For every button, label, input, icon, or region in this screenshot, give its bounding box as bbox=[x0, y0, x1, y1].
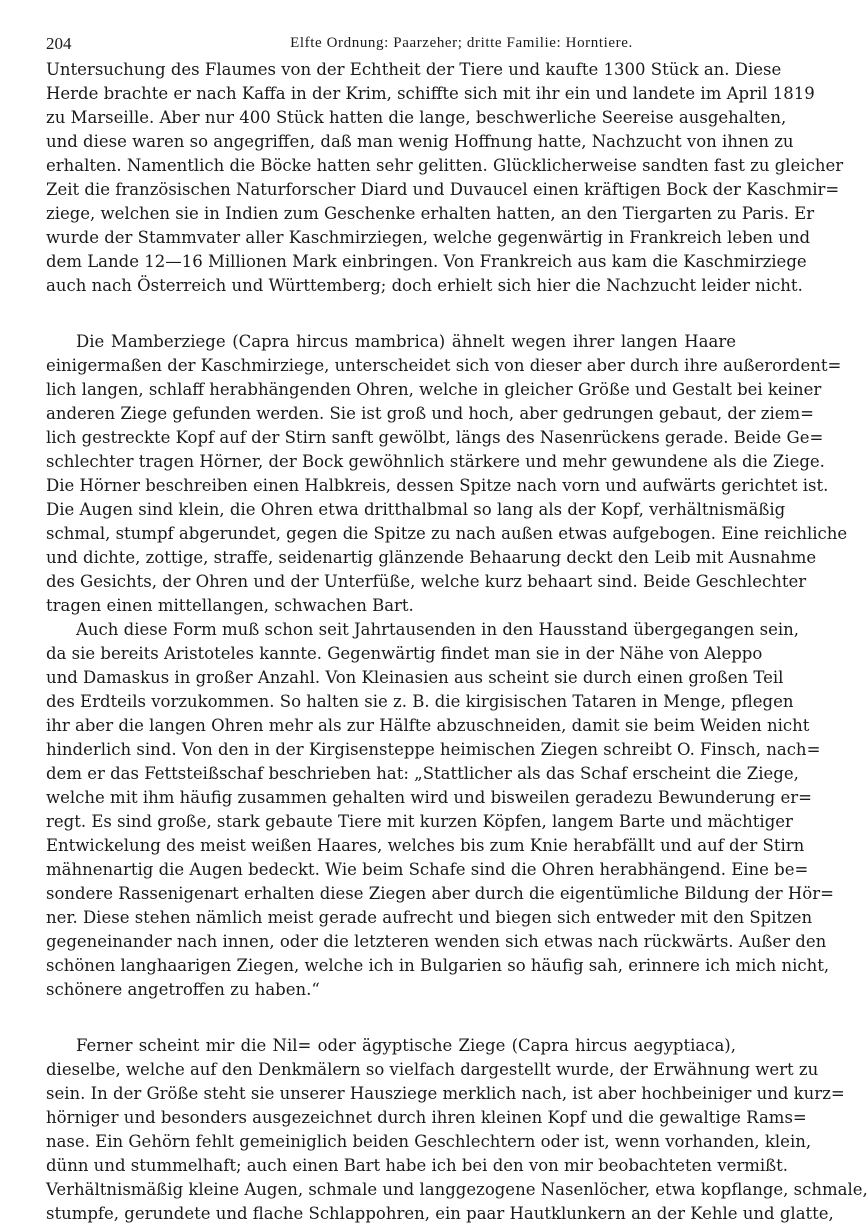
text-line: sein. In der Größe steht sie unserer Hausziege merklich nach, ist aber hochbeiniger und kurz= bbox=[46, 1084, 845, 1103]
text-line: hörniger und besonders ausgezeichnet durch ihren kleinen Kopf und die gewaltige Rams= bbox=[46, 1108, 807, 1127]
text-line: ner. Diese stehen nämlich meist gerade aufrecht und biegen sich entweder mit den Spitzen bbox=[46, 908, 813, 927]
text-line: schmal, stumpf abgerundet, gegen die Spitze zu nach außen etwas aufgebogen. Eine reichliche bbox=[46, 524, 848, 543]
text-line: gegeneinander nach innen, oder die letzteren wenden sich etwas nach rückwärts. Außer den bbox=[46, 932, 827, 951]
paragraph bbox=[46, 1034, 868, 1226]
running-title: Elfte Ordnung: Paarzeher; dritte Familie: Horntiere. bbox=[290, 35, 633, 51]
text-line: des Erdteils vorzukommen. So halten sie z. B. die kirgisischen Tataren in Menge, pflegen bbox=[46, 692, 794, 711]
text-line: des Gesichts, der Ohren und der Unterfüße, welche kurz behaart sind. Beide Geschlechter bbox=[46, 572, 807, 591]
paragraph bbox=[46, 618, 834, 1002]
text-line: Ferner scheint mir die Nil= oder ägyptische Ziege (Capra hircus aegyptiaca), bbox=[76, 1036, 736, 1055]
text-line: Entwickelung des meist weißen Haares, welches bis zum Knie herabfällt und auf der Stirn bbox=[46, 836, 805, 855]
text-line: auch nach Österreich und Württemberg; doch erhielt sich hier die Nachzucht leider nicht. bbox=[46, 276, 803, 295]
text-line: zu Marseille. Aber nur 400 Stück hatten die lange, beschwerliche Seereise ausgehalten, bbox=[46, 108, 787, 127]
text-line: schönere angetroffen zu haben.“ bbox=[46, 980, 320, 999]
text-line: lich langen, schlaff herabhängenden Ohren, welche in gleicher Größe und Gestalt bei keiner bbox=[46, 380, 822, 399]
text-line: schlechter tragen Hörner, der Bock gewöhnlich stärkere und mehr gewundene als die Ziege. bbox=[46, 452, 825, 471]
page-number: 204 bbox=[46, 34, 72, 53]
text-line: Herde brachte er nach Kaffa in der Krim, schiffte sich mit ihr ein und landete im April 1819 bbox=[46, 84, 815, 103]
text-line: Die Mamberziege (Capra hircus mambrica) ähnelt wegen ihrer langen Haare bbox=[76, 332, 736, 351]
text-line: anderen Ziege gefunden werden. Sie ist groß und hoch, aber gedrungen gebaut, der ziem= bbox=[46, 404, 814, 423]
text-line: hinderlich sind. Von den in der Kirgisensteppe heimischen Ziegen schreibt O. Finsch, nach= bbox=[46, 740, 821, 759]
text-line: schönen langhaarigen Ziegen, welche ich in Bulgarien so häufig sah, erinnere ich mich nicht, bbox=[46, 956, 830, 975]
text-line: und Damaskus in großer Anzahl. Von Kleinasien aus scheint sie durch einen großen Teil bbox=[46, 668, 784, 687]
text-line: und dichte, zottige, straffe, seidenartig glänzende Behaarung deckt den Leib mit Ausnahme bbox=[46, 548, 817, 567]
text-line: regt. Es sind große, stark gebaute Tiere mit kurzen Köpfen, langem Barte und mächtiger bbox=[46, 812, 793, 831]
running-head bbox=[46, 34, 727, 56]
text-line: mähnenartig die Augen bedeckt. Wie beim Schafe sind die Ohren herabhängend. Eine be= bbox=[46, 860, 809, 879]
text-line: und diese waren so angegriffen, daß man wenig Hoffnung hatte, Nachzucht von ihnen zu bbox=[46, 132, 794, 151]
paragraph bbox=[46, 58, 844, 298]
text-line: dieselbe, welche auf den Denkmälern so vielfach dargestellt wurde, der Erwähnung wert zu bbox=[46, 1060, 819, 1079]
text-line: dünn und stummelhaft; auch einen Bart habe ich bei den von mir beobachteten vermißt. bbox=[46, 1156, 789, 1175]
text-line: welche mit ihm häufig zusammen gehalten wird und bisweilen geradezu Bewunderung er= bbox=[46, 788, 812, 807]
text-line: lich gestreckte Kopf auf der Stirn sanft gewölbt, längs des Nasenrückens gerade. Beide Ge= bbox=[46, 428, 824, 447]
text-line: wurde der Stammvater aller Kaschmirziegen, welche gegenwärtig in Frankreich leben und bbox=[46, 228, 811, 247]
text-line: Die Augen sind klein, die Ohren etwa dritthalbmal so lang als der Kopf, verhältnismäßig bbox=[46, 500, 786, 519]
text-line: tragen einen mittellangen, schwachen Bart. bbox=[46, 596, 414, 615]
text-line: Auch diese Form muß schon seit Jahrtausenden in den Hausstand übergegangen sein, bbox=[76, 620, 799, 639]
text-line: ziege, welchen sie in Indien zum Geschenke erhalten hatten, an den Tiergarten zu Paris. Er bbox=[46, 204, 815, 223]
text-line: ihr aber die langen Ohren mehr als zur Hälfte abzuschneiden, damit sie beim Weiden nicht bbox=[46, 716, 810, 735]
text-line: dem Lande 12—16 Millionen Mark einbringen. Von Frankreich aus kam die Kaschmirziege bbox=[46, 252, 807, 271]
text-line: nase. Ein Gehörn fehlt gemeiniglich beiden Geschlechtern oder ist, wenn vorhanden, klein, bbox=[46, 1132, 812, 1151]
text-line: einigermaßen der Kaschmirziege, unterscheidet sich von dieser aber durch ihre außerordent= bbox=[46, 356, 842, 375]
text-line: sondere Rassenigenart erhalten diese Ziegen aber durch die eigentümliche Bildung der Hör= bbox=[46, 884, 834, 903]
body-text bbox=[46, 58, 868, 1226]
text-line: stumpfe, gerundete und flache Schlappohren, ein paar Hautklunkern an der Kehle und glatte, bbox=[46, 1204, 834, 1223]
text-line: Zeit die französischen Naturforscher Diard und Duvaucel einen kräftigen Bock der Kaschmir= bbox=[46, 180, 840, 199]
text-line: da sie bereits Aristoteles kannte. Gegenwärtig findet man sie in der Nähe von Aleppo bbox=[46, 644, 763, 663]
text-line: Verhältnismäßig kleine Augen, schmale und langgezogene Nasenlöcher, etwa kopflange, schmale, bbox=[46, 1180, 868, 1199]
text-line: dem er das Fettsteißschaf beschrieben hat: „Stattlicher als das Schaf erscheint die Ziege, bbox=[46, 764, 799, 783]
text-line: erhalten. Namentlich die Böcke hatten sehr gelitten. Glücklicherweise sandten fast zu gleicher bbox=[46, 156, 844, 175]
paragraph bbox=[46, 330, 848, 618]
text-line: Untersuchung des Flaumes von der Echtheit der Tiere und kaufte 1300 Stück an. Diese bbox=[46, 60, 782, 79]
text-line: Die Hörner beschreiben einen Halbkreis, dessen Spitze nach vorn und aufwärts gerichtet ist. bbox=[46, 476, 829, 495]
